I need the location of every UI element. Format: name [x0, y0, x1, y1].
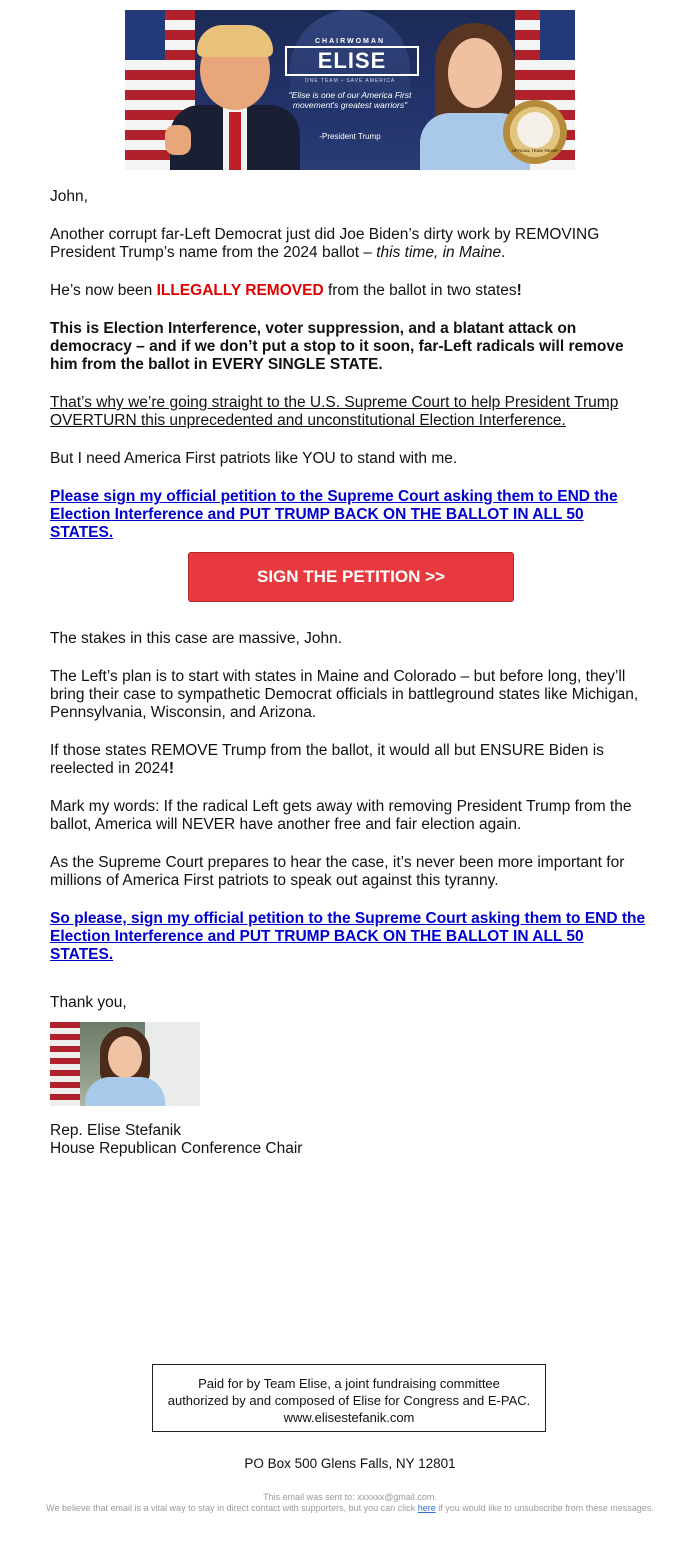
- unsub-text-a: We believe that email is a vital way to stay in direct contact with supporters, but you can click: [46, 1503, 418, 1513]
- sent-to-line: This email was sent to: xxxxxx@gmail.com.: [263, 1492, 437, 1502]
- petition-link-2-wrap: [50, 910, 650, 964]
- sign-petition-button[interactable]: SIGN THE PETITION >>: [188, 552, 514, 602]
- paragraph-5: But I need America First patriots like YOU to stand with me.: [50, 450, 458, 467]
- header-banner-image: [125, 10, 575, 170]
- paid-for-disclaimer: Paid for by Team Elise, a joint fundraising committee authorized by and composed of Elise for Congress and E-PAC. www.elisestefanik.com: [152, 1364, 546, 1432]
- p8-text: If those states REMOVE Trump from the ballot, it would all but ENSURE Biden is reelected in 2024: [50, 742, 604, 777]
- flag-right-canton: [540, 10, 575, 60]
- signature-name: Rep. Elise Stefanik: [50, 1122, 181, 1139]
- p1-italic: this time, in Maine: [376, 244, 502, 261]
- banner-brand-logo: ELISE: [285, 46, 419, 76]
- petition-link-1-wrap: [50, 488, 650, 542]
- paragraph-6: The stakes in this case are massive, John.: [50, 630, 343, 647]
- paragraph-2: [50, 282, 650, 300]
- flag-left-canton: [125, 10, 165, 60]
- paragraph-1: [50, 226, 650, 262]
- seal-label: OFFICIAL TEAM TRUMP: [511, 148, 559, 153]
- p1-text: Another corrupt far-Left Democrat just did Joe Biden’s dirty work by REMOVING President Trump’s name from the 2024 ballot –: [50, 226, 600, 261]
- greeting: John,: [50, 188, 88, 205]
- paragraph-7: The Left’s plan is to start with states in Maine and Colorado – but before long, they’ll bring their case to sympathetic Democrat officials in battleground states like Michigan, Pennsylvania, Wisconsin, and Arizona.: [50, 668, 639, 721]
- banner-attribution: -President Trump: [319, 132, 381, 141]
- unsubscribe-notice: [40, 1492, 660, 1514]
- signature-title: House Republican Conference Chair: [50, 1140, 303, 1157]
- p1-end: .: [501, 244, 506, 261]
- unsubscribe-link[interactable]: here: [417, 1503, 436, 1513]
- petition-link-2[interactable]: So please, sign my official petition to the Supreme Court asking them to END the Election Interference and PUT TRUMP BACK ON THE BALLOT IN ALL 50 STATES.: [50, 910, 646, 963]
- p2-end: from the ballot in two states: [323, 282, 517, 299]
- paragraph-9: Mark my words: If the radical Left gets away with removing President Trump from the ballot, America will NEVER have another free and fair election again.: [50, 798, 632, 833]
- banner-tagline: ONE TEAM • SAVE AMERICA: [304, 78, 396, 84]
- unsub-text-b: if you would like to unsubscribe from these messages.: [435, 1503, 654, 1513]
- banner-small-title: CHAIRWOMAN: [314, 38, 386, 45]
- unsubscribe-line: [40, 1503, 660, 1514]
- paragraph-4-underlined: That’s why we’re going straight to the U.S. Supreme Court to help President Trump OVERTURN this unprecedented and unconstitutional Election Interference.: [50, 394, 619, 429]
- p8-exclaim: !: [168, 760, 175, 777]
- mailing-address: PO Box 500 Glens Falls, NY 12801: [244, 1456, 456, 1471]
- paragraph-3-bold: This is Election Interference, voter suppression, and a blatant attack on democracy – and if we don’t put a stop to it soon, far-Left radicals will remove him from the ballot in EVERY SINGLE STATE.: [50, 320, 624, 373]
- paragraph-10: As the Supreme Court prepares to hear the case, it’s never been more important for millions of America First patriots to speak out against this tyranny.: [50, 854, 625, 889]
- paragraph-8: [50, 742, 650, 778]
- banner-quote: "Elise is one of our America First movement's greatest warriors": [288, 90, 412, 110]
- signature-photo: [50, 1022, 200, 1106]
- closing: Thank you,: [50, 994, 127, 1011]
- p2-exclaim: !: [516, 282, 522, 299]
- illegally-removed-highlight: ILLEGALLY REMOVED: [156, 282, 324, 299]
- team-trump-seal: [503, 100, 567, 164]
- p2-text: He’s now been: [50, 282, 157, 299]
- petition-link-1[interactable]: Please sign my official petition to the Supreme Court asking them to END the Election Interference and PUT TRUMP BACK ON THE BALLOT IN ALL 50 STATES.: [50, 488, 618, 541]
